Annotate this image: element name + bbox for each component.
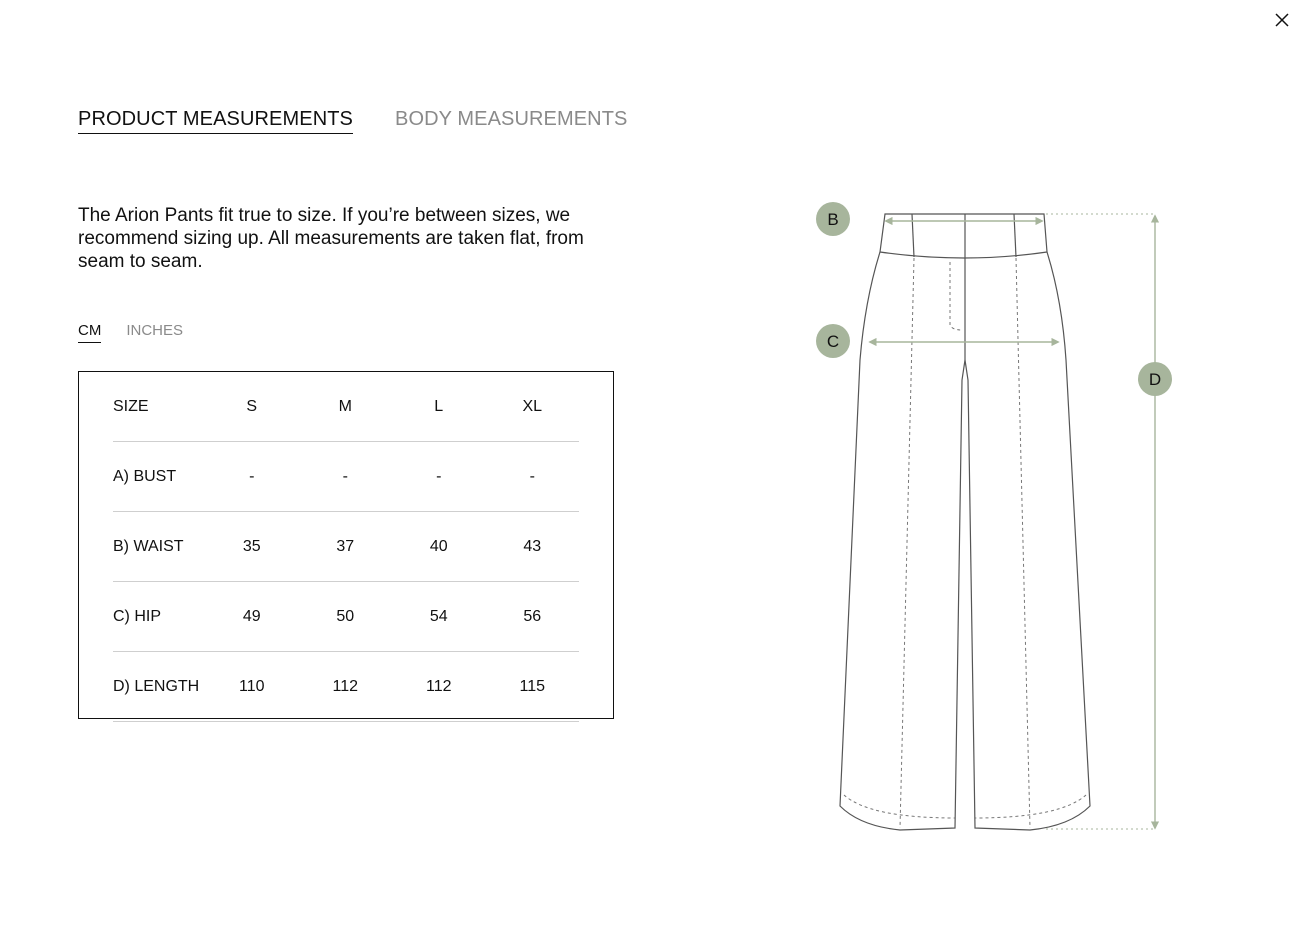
marker-b — [816, 202, 850, 236]
tab-product-measurements[interactable]: PRODUCT MEASUREMENTS — [78, 108, 353, 134]
unit-tab-cm[interactable]: CM — [78, 322, 101, 343]
table-cell: 110 — [205, 652, 299, 722]
tab-body-measurements[interactable]: BODY MEASUREMENTS — [395, 108, 628, 130]
table-cell: - — [205, 442, 299, 512]
marker-d — [1138, 362, 1172, 396]
marker-d-label: D — [1148, 370, 1162, 389]
table-row-label: D) LENGTH — [113, 652, 205, 722]
pants-outline — [840, 214, 1090, 830]
table-row — [113, 512, 579, 582]
table-header-cell: M — [299, 372, 393, 442]
table-header-row — [113, 372, 579, 442]
pants-measurement-diagram — [800, 190, 1200, 850]
table-header-cell: S — [205, 372, 299, 442]
table-cell: 37 — [299, 512, 393, 582]
close-button[interactable] — [1268, 6, 1296, 34]
table-cell: 50 — [299, 582, 393, 652]
table-cell: 49 — [205, 582, 299, 652]
table-header-cell: L — [392, 372, 486, 442]
table-cell: 115 — [486, 652, 580, 722]
table-cell: - — [392, 442, 486, 512]
table-row — [113, 652, 579, 722]
table-cell: - — [299, 442, 393, 512]
table-cell: 35 — [205, 512, 299, 582]
unit-tab-inches[interactable]: INCHES — [126, 322, 184, 339]
table-header-cell: XL — [486, 372, 580, 442]
table-cell: 112 — [392, 652, 486, 722]
marker-c-label: C — [826, 332, 840, 351]
marker-b-label: B — [827, 210, 839, 229]
size-table-container — [78, 371, 614, 719]
table-cell: 54 — [392, 582, 486, 652]
table-row-label: B) WAIST — [113, 512, 205, 582]
measurement-tabs — [78, 108, 627, 134]
table-row-label: A) BUST — [113, 442, 205, 512]
marker-c — [816, 324, 850, 358]
table-header-cell: SIZE — [113, 372, 205, 442]
table-row — [113, 582, 579, 652]
table-cell: - — [486, 442, 580, 512]
size-table — [113, 372, 579, 722]
table-cell: 40 — [392, 512, 486, 582]
table-cell: 112 — [299, 652, 393, 722]
unit-toggle — [78, 322, 183, 343]
table-row — [113, 442, 579, 512]
table-cell: 43 — [486, 512, 580, 582]
close-icon — [1275, 13, 1289, 27]
fit-description: The Arion Pants fit true to size. If you’re between sizes, we recommend sizing up. All measurements are taken flat, from seam to seam. — [78, 205, 584, 272]
table-cell: 56 — [486, 582, 580, 652]
table-row-label: C) HIP — [113, 582, 205, 652]
